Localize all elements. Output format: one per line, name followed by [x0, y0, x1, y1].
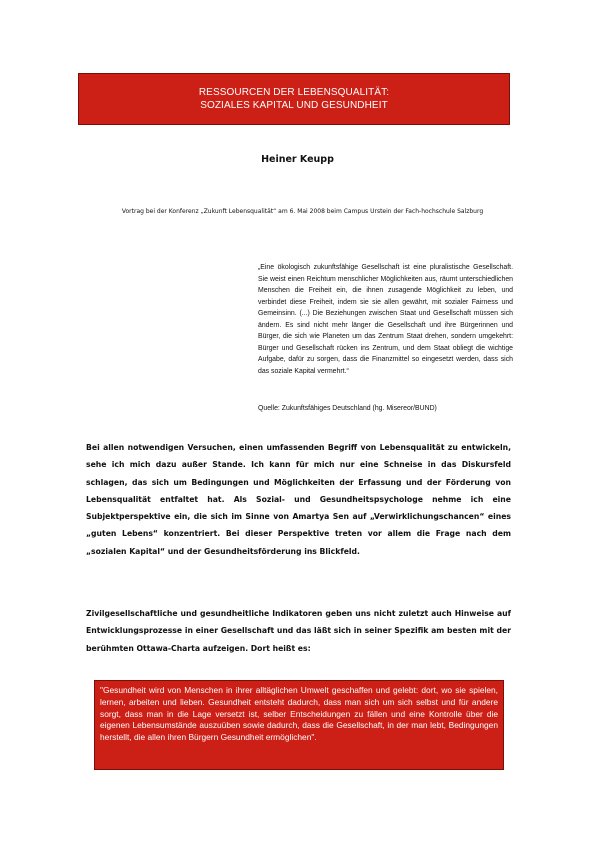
author-name: Heiner Keupp	[261, 154, 334, 165]
title-line-1: RESSOURCEN DER LEBENSQUALITÄT:	[198, 87, 390, 98]
title-box	[78, 73, 510, 125]
motto-source: Quelle: Zukunftsfähiges Deutschland (hg. Misereor/BUND)	[258, 405, 437, 412]
body-paragraph-1: Bei allen notwendigen Versuchen, einen umfassenden Begriff von Lebensqualität zu entwickeln, sehe ich mich dazu außer Stande. Ich kann für mich nur eine Schneise in das Diskursfeld schlagen, das sich um Bedingungen und Möglichkeiten der Erfassung und der Förderung von Lebensqualität entfaltet hat. Als Sozial- und Gesundheitspsychologe nehme ich eine Subjektperspektive ein, die sich im Sinne von Amartya Sen auf „Verwirklichungschancen“ eines „guten Lebens“ konzentriert. Bei dieser Perspektive treten vor allem die Frage nach dem „sozialen Kapital“ und der Gesundheitsförderung ins Blickfeld.	[86, 443, 511, 556]
lecture-info: Vortrag bei der Konferenz „Zukunft Lebensqualität“ am 6. Mai 2008 beim Campus Urstein der Fach-hochschule Salzburg	[121, 208, 484, 215]
title-line-2: SOZIALES KAPITAL UND GESUNDHEIT	[200, 100, 388, 111]
motto-quote: „Eine ökologisch zukunftsfähige Gesellschaft ist eine pluralistische Gesellschaft. Sie weist einen Reichtum menschlicher Möglichkeiten aus, räumt unterschiedlichen Menschen die Freiheit ein, die ihnen zusagende Möglichkeit zu leben, und verbindet diese Freiheit, indem sie sie allen gewährt, mit sozialer Fairness und Gemeinsinn. (...) Die Beziehungen zwischen Staat und Gesellschaft müssen sich ändern. Es sind nicht mehr länger die Gesellschaft und ihre Bürgerinnen und Bürger, die sich wie Planeten um das Zentrum Staat drehen, sondern umgekehrt: Bürger und Gesellschaft rücken ins Zentrum, und dem Staat obliegt die wichtige Aufgabe, dafür zu sorgen, dass die Finanzmittel so eingesetzt werden, dass sich das soziale Kapital vermehrt.“	[258, 264, 513, 375]
body-paragraph-2: Zivilgesellschaftliche und gesundheitliche Indikatoren geben uns nicht zuletzt auch Hinweise auf Entwicklungsprozesse in einer Gesellschaft und das läßt sich in seiner Spezifik am besten mit der berühmten Ottawa-Charta aufzeigen. Dort heißt es:	[86, 609, 511, 653]
ottawa-charter-quote: "Gesundheit wird von Menschen in ihrer alltäglichen Umwelt geschaffen und gelebt: dort, wo sie spielen, lernen, arbeiten und lieben. Gesundheit entsteht dadurch, dass man sich um sich selbst und für andere sorgt, dass man in die Lage versetzt ist, selber Entscheidungen zu fällen und eine Kontrolle über die eigenen Lebensumstände auszuüben sowie dadurch, dass die Gesellschaft, in der man lebt, Bedingungen herstellt, die allen ihren Bürgern Gesundheit ermöglichen".	[94, 680, 504, 770]
